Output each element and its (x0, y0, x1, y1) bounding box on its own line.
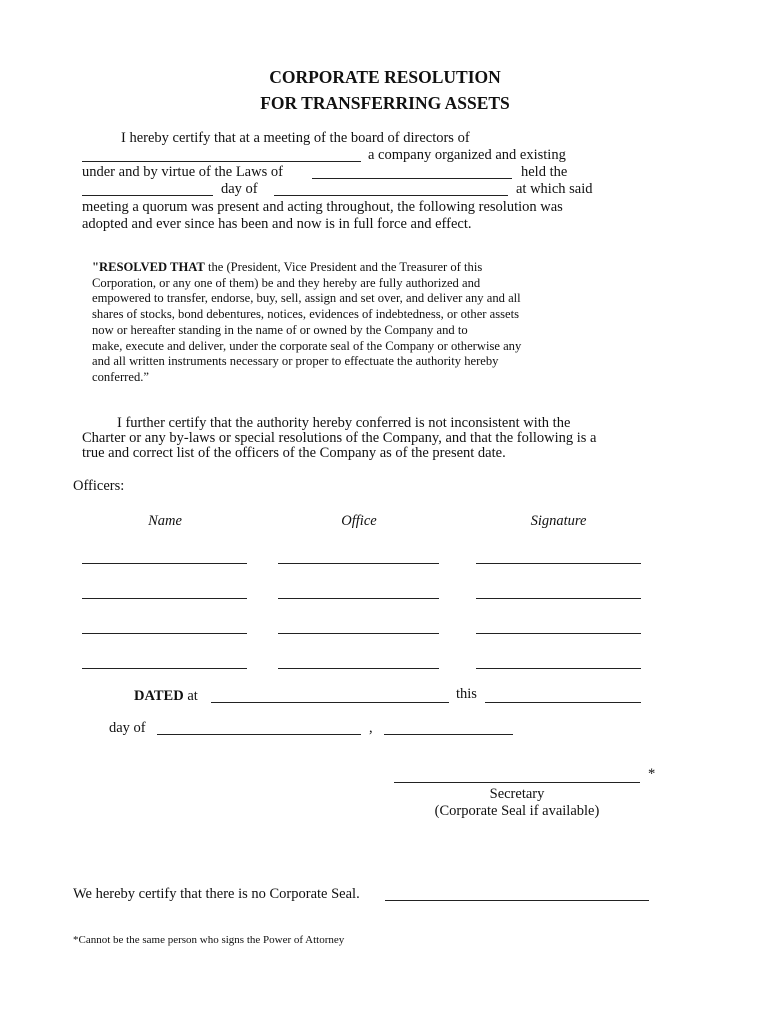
resolved-lead: "RESOLVED THAT (92, 260, 205, 274)
secretary-asterisk: * (648, 766, 656, 782)
officer-2-name-field[interactable] (82, 598, 247, 599)
dated-month-field[interactable] (157, 734, 361, 735)
dated-year-field[interactable] (384, 734, 513, 735)
secretary-signature-field[interactable] (394, 782, 640, 783)
document-title-line-1: CORPORATE RESOLUTION (269, 67, 501, 87)
dated-at: at (187, 688, 198, 704)
meeting-month-year-field[interactable] (274, 195, 508, 196)
dated-label-bold: DATED (134, 688, 184, 704)
certify-line-5: meeting a quorum was present and acting throughout, the following resolution was (82, 199, 563, 215)
officer-4-name-field[interactable] (82, 668, 247, 669)
certify-line-3: under and by virtue of the Laws of (82, 164, 283, 180)
officer-1-signature-field[interactable] (476, 563, 641, 564)
further-line-3: true and correct list of the officers of the Company as of the present date. (82, 445, 506, 461)
resolved-line-8: conferred.” (92, 370, 149, 384)
officer-1-office-field[interactable] (278, 563, 439, 564)
officer-4-office-field[interactable] (278, 668, 439, 669)
no-seal-signature-field[interactable] (385, 900, 649, 901)
column-header-office: Office (341, 513, 377, 529)
dated-label (134, 688, 198, 705)
officer-2-signature-field[interactable] (476, 598, 641, 599)
certify-line-4-which: at which said (516, 181, 593, 197)
resolved-line-3: empowered to transfer, endorse, buy, sell, assign and set over, and deliver any and all (92, 291, 521, 305)
resolved-line-6: make, execute and deliver, under the corporate seal of the Company or otherwise any (92, 339, 522, 353)
certify-line-2: a company organized and existing (368, 147, 566, 163)
resolved-line-5: now or hereafter standing in the name of or owned by the Company and to (92, 323, 468, 337)
meeting-day-field[interactable] (82, 195, 213, 196)
column-header-name: Name (148, 513, 182, 529)
resolved-line-2: Corporation, or any one of them) be and they hereby are fully authorized and (92, 276, 481, 290)
state-laws-field[interactable] (312, 178, 512, 179)
officers-label: Officers: (73, 478, 125, 494)
corporate-seal-note: (Corporate Seal if available) (434, 803, 600, 819)
no-seal-statement: We hereby certify that there is no Corporate Seal. (73, 886, 360, 902)
officer-3-signature-field[interactable] (476, 633, 641, 634)
dated-day-of: day of (109, 720, 146, 736)
officer-3-office-field[interactable] (278, 633, 439, 634)
dated-place-field[interactable] (211, 702, 449, 703)
column-header-signature: Signature (530, 513, 587, 529)
officer-3-name-field[interactable] (82, 633, 247, 634)
further-line-2: Charter or any by-laws or special resolutions of the Company, and that the following is a (82, 430, 597, 446)
resolved-line-7: and all written instruments necessary or proper to effectuate the authority hereby (92, 354, 499, 368)
secretary-label: Secretary (489, 786, 545, 802)
footnote: *Cannot be the same person who signs the Power of Attorney (73, 934, 345, 946)
company-name-field[interactable] (82, 161, 361, 162)
document-title-line-2: FOR TRANSFERRING ASSETS (260, 93, 510, 113)
dated-comma: , (369, 720, 373, 736)
further-line-1: I further certify that the authority hereby conferred is not inconsistent with the (117, 415, 571, 431)
officer-4-signature-field[interactable] (476, 668, 641, 669)
resolved-line-1 (92, 260, 482, 276)
resolved-line-4: shares of stocks, bond debentures, notices, evidences of indebtedness, or other assets (92, 307, 520, 321)
certify-line-1: I hereby certify that at a meeting of the board of directors of (121, 130, 470, 146)
officer-2-office-field[interactable] (278, 598, 439, 599)
officer-1-name-field[interactable] (82, 563, 247, 564)
certify-line-3-held: held the (521, 164, 568, 180)
dated-this: this (456, 686, 477, 702)
certify-line-4-day-of: day of (221, 181, 258, 197)
dated-day-field[interactable] (485, 702, 641, 703)
certify-line-6: adopted and ever since has been and now is in full force and effect. (82, 216, 472, 232)
resolved-line-1-text: the (President, Vice President and the Treasurer of this (204, 260, 483, 274)
